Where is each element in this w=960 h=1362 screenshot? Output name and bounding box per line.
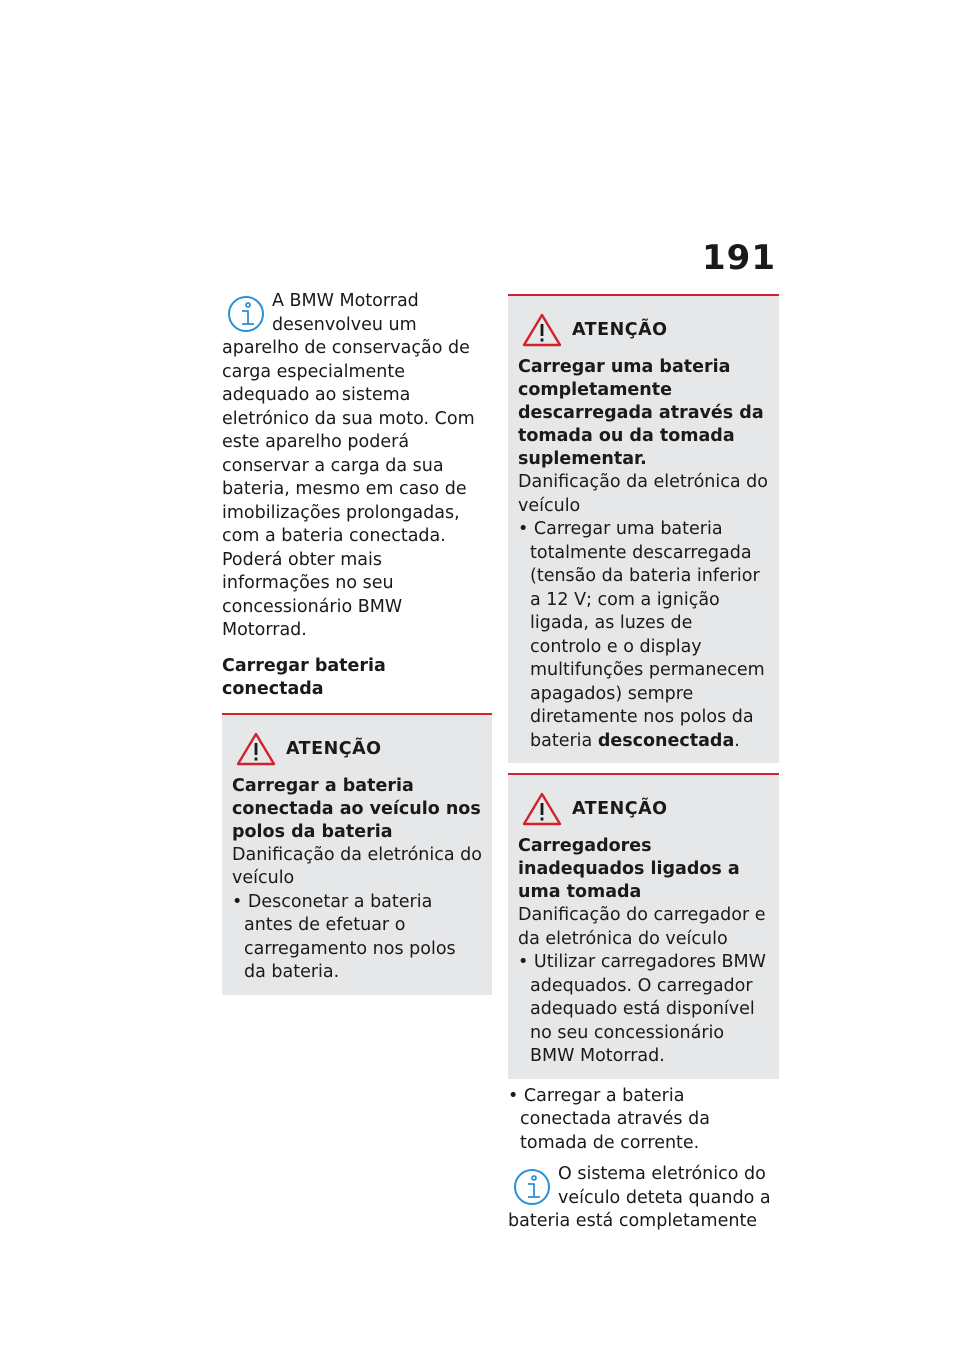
warning-title: ATENÇÃO: [572, 799, 668, 819]
info-icon: [226, 294, 266, 334]
page-number: 191: [702, 238, 776, 278]
warning-bullet-text: Desconetar a bateria antes de efetuar o carregamento nos polos da bateria.: [244, 891, 456, 982]
warning-bullet-text: Utilizar carregadores BMW adequados. O carregador adequado está disponível no seu concessionário BMW Motorrad.: [530, 952, 766, 1066]
warning-triangle-icon: [522, 792, 562, 826]
warning-bullet: • Desconetar a bateria antes de efetuar o carregamento nos polos da bateria.: [232, 891, 456, 982]
info-text: A BMW Motorrad desenvolveu um aparelho de conservação de carga especialmente adequado ao sistema eletrónico da sua moto. Com este aparelho poderá conservar a carga da sua bateria, mesmo em caso de imobilizações prolongadas, com a bateria conectada. Poderá obter mais informações no seu concessionário BMW Motorrad.: [222, 291, 475, 640]
info-note-2: [508, 1163, 779, 1234]
warning-bullet-bold: desconectada: [597, 730, 735, 751]
warning-box: [222, 713, 492, 995]
info-text: O sistema eletrónico do veículo deteta quando a bateria está completamente: [508, 1164, 771, 1231]
warning-subject: Carregar uma bateria completamente descarregada através da tomada ou da tomada suplementar.: [518, 357, 764, 469]
warning-header-1: [518, 310, 769, 350]
left-column: [222, 290, 492, 995]
step-text: Carregar a bateria conectada através da tomada de corrente.: [520, 1085, 710, 1153]
warning-bullet: • Utilizar carregadores BMW adequados. O carregador adequado está disponível no seu concessionário BMW Motorrad.: [518, 952, 766, 1066]
warning-subject: Carregar a bateria conectada ao veículo nos polos da bateria: [232, 775, 481, 842]
warning-triangle-icon: [236, 732, 276, 766]
warning-consequence: Danificação da eletrónica do veículo: [232, 844, 482, 888]
info-icon: [512, 1167, 552, 1207]
right-column: [508, 294, 779, 1234]
warning-consequence: Danificação da eletrónica do veículo: [518, 472, 768, 516]
step-bullet: • Carregar a bateria conectada através da tomada de corrente.: [508, 1085, 710, 1153]
warning-header: [232, 729, 482, 769]
warning-header-2: [518, 789, 769, 829]
warning-box-1: [508, 294, 779, 763]
section-heading: Carregar bateria conectada: [222, 655, 386, 699]
warning-consequence: Danificação do carregador e da eletrónica do veículo: [518, 905, 766, 949]
warning-title: ATENÇÃO: [572, 320, 668, 340]
warning-bullet-end: .: [734, 730, 740, 751]
warning-bullet-text: Carregar uma bateria totalmente descarregada (tensão da bateria inferior a 12 V; com a ignição ligada, as luzes de controlo e o display multifunções permanecem apagados) sempre diretamente nos polos da bateria: [530, 519, 765, 751]
info-note: [222, 290, 492, 643]
warning-triangle-icon: [522, 313, 562, 347]
warning-bullet: • Carregar uma bateria totalmente descarregada (tensão da bateria inferior a 12 V; com a ignição ligada, as luzes de controlo e o display multifunções permanecem apagados) sempre diretamente nos polos da bateria desconectada.: [518, 519, 765, 751]
warning-box-2: [508, 773, 779, 1079]
warning-title: ATENÇÃO: [286, 738, 382, 759]
warning-subject: Carregadores inadequados ligados a uma tomada: [518, 836, 740, 902]
